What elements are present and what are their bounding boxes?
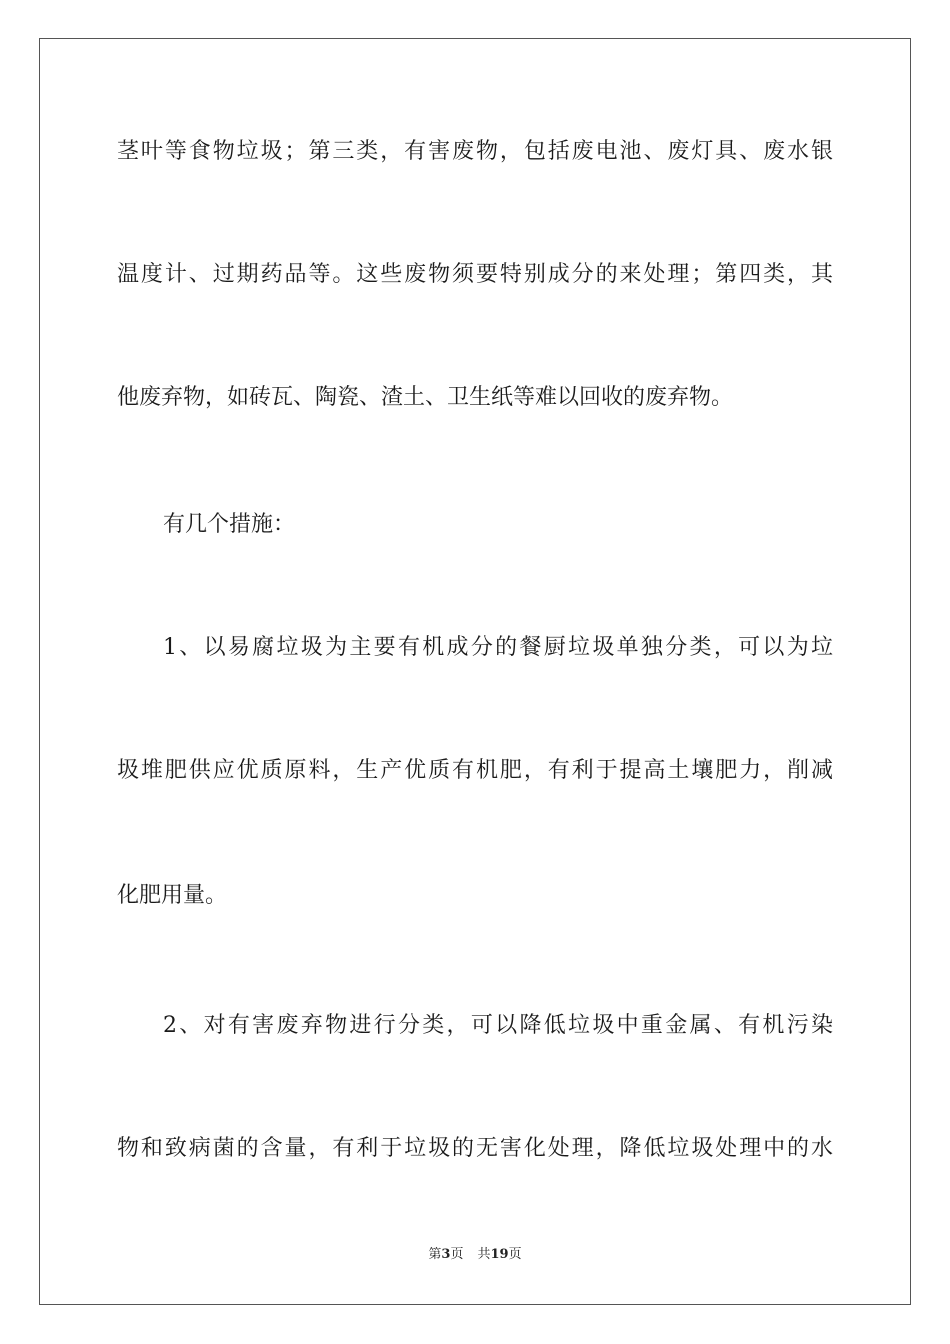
footer-page-prefix: 第: [428, 1247, 442, 1262]
footer-total-suffix: 页: [508, 1247, 522, 1262]
footer-page-number: 3: [441, 1247, 451, 1262]
body-line-1: 茎叶等食物垃圾；第三类，有害废物，包括废电池、废灯具、废水银: [117, 139, 833, 164]
measure-1-line-2: 圾堆肥供应优质原料，生产优质有机肥，有利于提高土壤肥力，削减: [117, 758, 833, 783]
measure-2-line-1: 2、对有害废弃物进行分类，可以降低垃圾中重金属、有机污染: [163, 1013, 833, 1038]
body-line-3: 他废弃物，如砖瓦、陶瓷、渣土、卫生纸等难以回收的废弃物。: [117, 385, 734, 410]
page-footer: [0, 1246, 950, 1264]
body-line-2: 温度计、过期药品等。这些废物须要特别成分的来处理；第四类，其: [117, 262, 833, 287]
measure-2-line-2: 物和致病菌的含量，有利于垃圾的无害化处理，降低垃圾处理中的水: [117, 1136, 833, 1161]
footer-page-suffix: 页: [450, 1247, 464, 1262]
measure-1-line-3: 化肥用量。: [117, 883, 228, 908]
measure-1-line-1: 1、以易腐垃圾为主要有机成分的餐厨垃圾单独分类，可以为垃: [163, 635, 833, 660]
footer-total-prefix: 共: [477, 1247, 491, 1262]
footer-total-pages: 19: [490, 1247, 509, 1262]
measures-heading: 有几个措施：: [163, 512, 296, 537]
page-frame: [39, 38, 911, 1305]
